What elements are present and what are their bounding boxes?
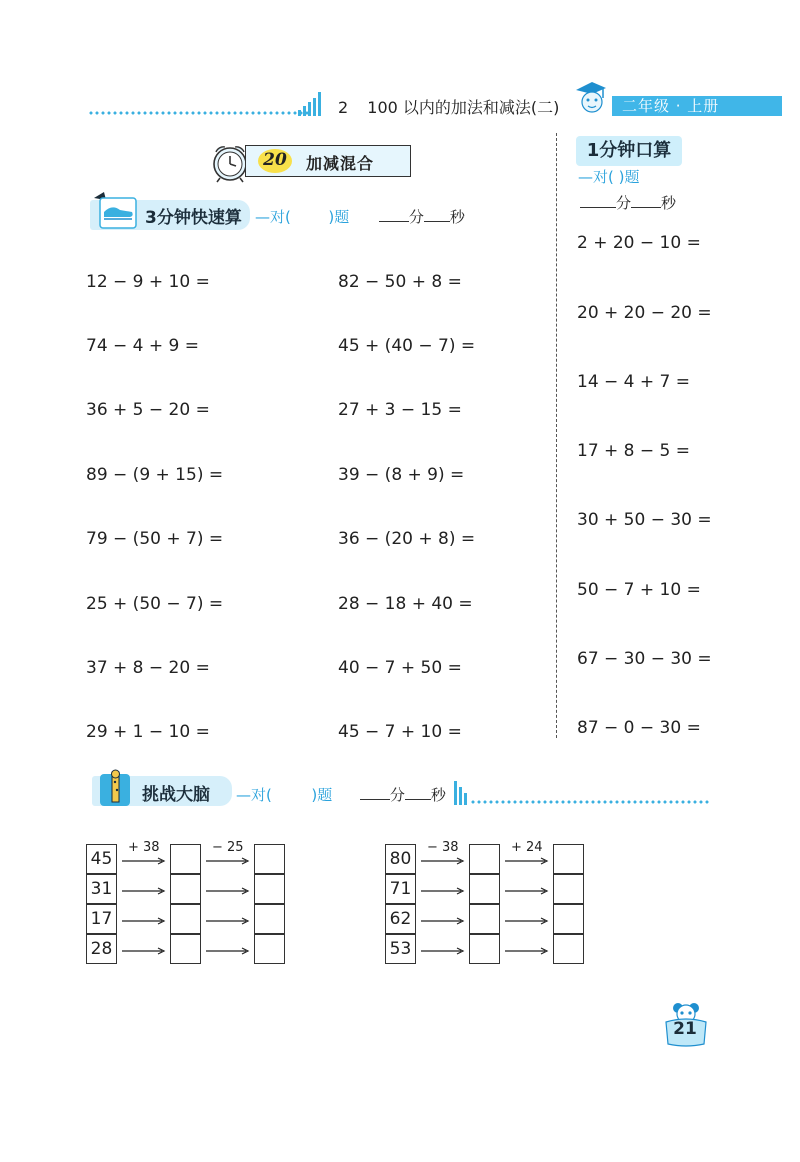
- quick-eq-left: 36 + 5 − 20 =: [86, 400, 210, 420]
- seconds-unit: 秒: [449, 208, 465, 226]
- correct-suffix: )题: [311, 786, 333, 804]
- arrow-right-icon: [421, 886, 465, 896]
- arrow-right-icon: [122, 916, 166, 926]
- oral-eq: 17 + 8 − 5 =: [577, 441, 691, 461]
- header-dotted-line: [88, 110, 308, 116]
- grid-2-answer-box[interactable]: [553, 934, 584, 964]
- arrow-right-icon: [122, 856, 166, 866]
- lesson-number: 20: [263, 150, 287, 170]
- correct-suffix: )题: [328, 208, 350, 226]
- quick-eq-right: 27 + 3 − 15 =: [338, 400, 462, 420]
- chapter-number: 2: [338, 98, 349, 117]
- quick-eq-left: 79 − (50 + 7) =: [86, 529, 224, 549]
- arrow-right-icon: [206, 946, 250, 956]
- quick-eq-right: 39 − (8 + 9) =: [338, 465, 465, 485]
- giraffe-icon: [96, 768, 136, 808]
- oral-calc-label: 1分钟口算: [576, 136, 682, 166]
- grid-2-answer-box[interactable]: [469, 904, 500, 934]
- arrow-right-icon: [421, 856, 465, 866]
- grid-1-answer-box[interactable]: [170, 844, 201, 874]
- grid-1-answer-box[interactable]: [170, 874, 201, 904]
- correct-prefix: —对(: [255, 208, 291, 226]
- quick-eq-left: 89 − (9 + 15) =: [86, 465, 224, 485]
- minutes-unit: 分: [616, 194, 632, 212]
- chain-grid-1: [86, 838, 296, 968]
- grid-1-answer-box[interactable]: [170, 934, 201, 964]
- grid-2-answer-box[interactable]: [553, 904, 584, 934]
- grid-2-start: 53: [385, 934, 416, 964]
- chain-grid-2: [385, 838, 595, 968]
- seconds-unit: 秒: [430, 786, 446, 804]
- oral-eq: 30 + 50 − 30 =: [577, 510, 712, 530]
- grid-2-answer-box[interactable]: [469, 874, 500, 904]
- grid-1-answer-box[interactable]: [254, 844, 285, 874]
- grid-2-answer-box[interactable]: [553, 874, 584, 904]
- oral-eq: 2 + 20 − 10 =: [577, 233, 701, 253]
- quick-eq-right: 40 − 7 + 50 =: [338, 658, 462, 678]
- grid-1-answer-box[interactable]: [170, 904, 201, 934]
- quick-eq-left: 37 + 8 − 20 =: [86, 658, 210, 678]
- quick-eq-left: 29 + 1 − 10 =: [86, 722, 210, 742]
- header-bars-decoration: [298, 92, 326, 116]
- arrow-right-icon: [505, 856, 549, 866]
- seconds-unit: 秒: [661, 194, 677, 212]
- arrow-right-icon: [421, 916, 465, 926]
- grid-1-start: 31: [86, 874, 117, 904]
- grid-1-op1: + 38: [128, 840, 160, 855]
- quick-eq-right: 28 − 18 + 40 =: [338, 594, 473, 614]
- quick-eq-right: 45 + (40 − 7) =: [338, 336, 476, 356]
- challenge-dotted-line: [470, 799, 710, 805]
- grid-1-answer-box[interactable]: [254, 874, 285, 904]
- seconds-blank[interactable]: [631, 194, 661, 208]
- arrow-right-icon: [206, 886, 250, 896]
- oral-eq: 67 − 30 − 30 =: [577, 649, 712, 669]
- arrow-right-icon: [505, 886, 549, 896]
- grid-2-answer-box[interactable]: [469, 844, 500, 874]
- arrow-right-icon: [122, 946, 166, 956]
- lesson-title: 加减混合: [306, 154, 375, 173]
- seconds-blank[interactable]: [405, 786, 431, 800]
- grid-1-start: 17: [86, 904, 117, 934]
- oral-eq: 50 − 7 + 10 =: [577, 580, 701, 600]
- grid-2-answer-box[interactable]: [553, 844, 584, 874]
- grid-2-op1: − 38: [427, 840, 459, 855]
- quick-calc-score: [255, 206, 465, 227]
- grid-2-start: 80: [385, 844, 416, 874]
- grid-1-answer-box[interactable]: [254, 904, 285, 934]
- oral-eq: 14 − 4 + 7 =: [577, 372, 691, 392]
- grid-2-start: 71: [385, 874, 416, 904]
- quick-eq-right: 82 − 50 + 8 =: [338, 272, 462, 292]
- minutes-blank[interactable]: [379, 208, 409, 222]
- column-divider: [556, 133, 557, 738]
- oral-eq: 87 − 0 − 30 =: [577, 718, 701, 738]
- mascot-icon: [572, 78, 612, 118]
- grid-1-op2: − 25: [212, 840, 244, 855]
- arrow-right-icon: [505, 946, 549, 956]
- arrow-right-icon: [505, 916, 549, 926]
- grid-2-op2: + 24: [511, 840, 543, 855]
- quick-eq-left: 12 − 9 + 10 =: [86, 272, 210, 292]
- quick-eq-right: 36 − (20 + 8) =: [338, 529, 476, 549]
- grid-1-answer-box[interactable]: [254, 934, 285, 964]
- sneaker-icon: [92, 192, 140, 230]
- challenge-label: 挑战大脑: [142, 785, 210, 805]
- minutes-blank[interactable]: [580, 194, 616, 208]
- arrow-right-icon: [421, 946, 465, 956]
- arrow-right-icon: [206, 856, 250, 866]
- chapter-title: 100 以内的加法和减法(二): [367, 98, 560, 117]
- arrow-right-icon: [206, 916, 250, 926]
- page-number: 21: [673, 1019, 697, 1039]
- oral-eq: 20 + 20 − 20 =: [577, 303, 712, 323]
- grid-2-answer-box[interactable]: [469, 934, 500, 964]
- minutes-unit: 分: [408, 208, 424, 226]
- minutes-unit: 分: [389, 786, 405, 804]
- challenge-bars-decoration: [454, 781, 470, 805]
- grid-1-start: 45: [86, 844, 117, 874]
- quick-eq-right: 45 − 7 + 10 =: [338, 722, 462, 742]
- grade-label: 二年级 · 上册: [612, 96, 782, 116]
- oral-calc-correct: —对( )题: [578, 168, 640, 186]
- minutes-blank[interactable]: [360, 786, 390, 800]
- lesson-banner: [245, 145, 411, 177]
- chapter-heading: [338, 95, 559, 118]
- seconds-blank[interactable]: [424, 208, 450, 222]
- correct-prefix: —对(: [236, 786, 272, 804]
- oral-calc-time: [580, 192, 676, 213]
- grid-1-start: 28: [86, 934, 117, 964]
- challenge-score: [236, 784, 446, 805]
- quick-calc-label: 3分钟快速算: [145, 208, 242, 228]
- quick-eq-left: 25 + (50 − 7) =: [86, 594, 224, 614]
- quick-eq-left: 74 − 4 + 9 =: [86, 336, 200, 356]
- grid-2-start: 62: [385, 904, 416, 934]
- arrow-right-icon: [122, 886, 166, 896]
